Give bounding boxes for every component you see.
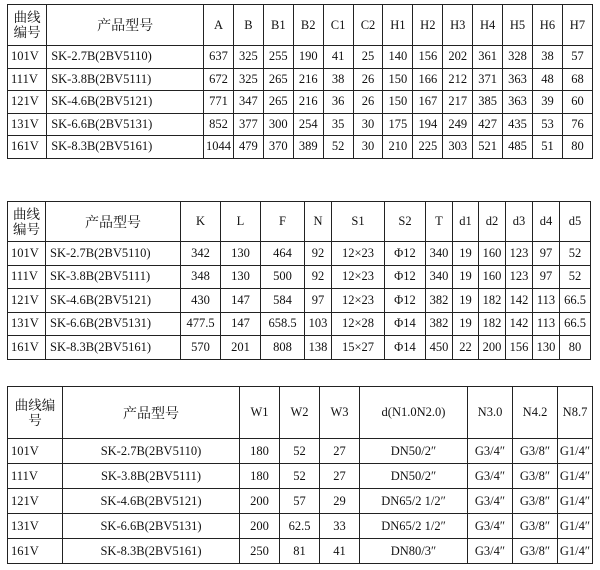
cell: G3/8″ <box>513 539 558 564</box>
table-row <box>8 136 593 159</box>
header-col: C2 <box>353 5 383 46</box>
cell: 97 <box>533 265 560 289</box>
header-curve-code: 曲线编号 <box>8 202 46 242</box>
cell: 430 <box>181 289 221 313</box>
cell: 150 <box>383 68 413 91</box>
cell: 637 <box>204 46 234 69</box>
header-col: H7 <box>562 5 592 46</box>
dimension-table-1 <box>7 4 593 159</box>
cell: G3/8″ <box>513 464 558 489</box>
cell: 30 <box>353 113 383 136</box>
cell: 254 <box>293 113 323 136</box>
cell: G1/4″ <box>558 539 593 564</box>
cell: 53 <box>532 113 562 136</box>
cell: 348 <box>181 265 221 289</box>
cell: 52 <box>560 265 591 289</box>
cell: 771 <box>204 91 234 114</box>
header-col: d5 <box>560 202 591 242</box>
cell: 68 <box>562 68 592 91</box>
cell: 160 <box>479 242 506 266</box>
cell: 25 <box>353 46 383 69</box>
cell: 479 <box>233 136 263 159</box>
header-col: C1 <box>323 5 353 46</box>
table-header-row <box>8 202 591 242</box>
cell: 39 <box>532 91 562 114</box>
cell: 200 <box>240 514 280 539</box>
header-col: W3 <box>320 387 360 439</box>
cell: 658.5 <box>261 312 305 336</box>
cell: 12×28 <box>332 312 385 336</box>
product-model: SK-4.6B(2BV5121) <box>46 289 181 313</box>
cell: 29 <box>320 489 360 514</box>
header-col: H1 <box>383 5 413 46</box>
header-col: A <box>204 5 234 46</box>
cell: 427 <box>473 113 503 136</box>
product-model: SK-4.6B(2BV5121) <box>63 489 240 514</box>
header-col: H3 <box>443 5 473 46</box>
cell: 138 <box>305 336 332 360</box>
cell: 450 <box>426 336 453 360</box>
cell: 435 <box>503 113 533 136</box>
cell: G1/4″ <box>558 489 593 514</box>
cell: 340 <box>426 265 453 289</box>
header-col: d3 <box>506 202 533 242</box>
cell: Φ12 <box>385 242 426 266</box>
cell: 200 <box>479 336 506 360</box>
cell: 300 <box>263 113 293 136</box>
table-row <box>8 242 591 266</box>
product-model: SK-6.6B(2BV5131) <box>47 113 204 136</box>
header-col: S2 <box>385 202 426 242</box>
header-col: W2 <box>280 387 320 439</box>
product-model: SK-4.6B(2BV5121) <box>47 91 204 114</box>
cell: 194 <box>413 113 443 136</box>
table-row <box>8 336 591 360</box>
cell: 477.5 <box>181 312 221 336</box>
cell: 156 <box>413 46 443 69</box>
cell: 130 <box>221 242 261 266</box>
header-curve-code: 曲线编号 <box>8 387 63 439</box>
dimension-table-3 <box>7 386 593 564</box>
header-col: T <box>426 202 453 242</box>
cell: 142 <box>506 289 533 313</box>
cell: 485 <box>503 136 533 159</box>
cell: 167 <box>413 91 443 114</box>
cell: 15×27 <box>332 336 385 360</box>
cell: 36 <box>323 91 353 114</box>
cell: 140 <box>383 46 413 69</box>
curve-code: 101V <box>8 46 47 69</box>
table-row <box>8 514 593 539</box>
product-model: SK-3.8B(2BV5111) <box>46 265 181 289</box>
curve-code: 111V <box>8 265 46 289</box>
cell: 347 <box>233 91 263 114</box>
cell: 92 <box>305 242 332 266</box>
cell: G3/4″ <box>468 539 513 564</box>
cell: 147 <box>221 312 261 336</box>
cell: 41 <box>323 46 353 69</box>
cell: 182 <box>479 312 506 336</box>
cell: 808 <box>261 336 305 360</box>
cell: 500 <box>261 265 305 289</box>
product-model: SK-6.6B(2BV5131) <box>46 312 181 336</box>
header-col: d(N1.0N2.0) <box>360 387 468 439</box>
cell: 255 <box>263 46 293 69</box>
cell: G3/4″ <box>468 489 513 514</box>
cell: 210 <box>383 136 413 159</box>
curve-code: 111V <box>8 464 63 489</box>
cell: 156 <box>506 336 533 360</box>
product-model: SK-8.3B(2BV5161) <box>46 336 181 360</box>
curve-code: 131V <box>8 113 47 136</box>
cell: 371 <box>473 68 503 91</box>
cell: 175 <box>383 113 413 136</box>
cell: G1/4″ <box>558 439 593 464</box>
cell: 130 <box>533 336 560 360</box>
cell: 1044 <box>204 136 234 159</box>
curve-code: 101V <box>8 439 63 464</box>
cell: 166 <box>413 68 443 91</box>
cell: 27 <box>320 439 360 464</box>
cell: 48 <box>532 68 562 91</box>
cell: 12×23 <box>332 265 385 289</box>
cell: 22 <box>453 336 479 360</box>
cell: 52 <box>280 439 320 464</box>
dimension-table-2 <box>7 201 591 360</box>
header-col: L <box>221 202 261 242</box>
cell: 325 <box>233 46 263 69</box>
header-product-model: 产品型号 <box>63 387 240 439</box>
cell: DN50/2″ <box>360 439 468 464</box>
cell: 97 <box>533 242 560 266</box>
cell: 62.5 <box>280 514 320 539</box>
cell: 27 <box>320 464 360 489</box>
cell: 382 <box>426 289 453 313</box>
table-row <box>8 46 593 69</box>
table-row <box>8 91 593 114</box>
header-col: H6 <box>532 5 562 46</box>
header-col: B2 <box>293 5 323 46</box>
header-col: K <box>181 202 221 242</box>
table-row <box>8 265 591 289</box>
cell: 35 <box>323 113 353 136</box>
curve-code: 161V <box>8 539 63 564</box>
header-curve-code: 曲线编号 <box>8 5 47 46</box>
cell: Φ14 <box>385 312 426 336</box>
cell: 852 <box>204 113 234 136</box>
cell: 363 <box>503 91 533 114</box>
cell: 113 <box>533 312 560 336</box>
cell: 217 <box>443 91 473 114</box>
header-product-model: 产品型号 <box>47 5 204 46</box>
cell: 340 <box>426 242 453 266</box>
cell: 26 <box>353 68 383 91</box>
cell: 521 <box>473 136 503 159</box>
header-col: W1 <box>240 387 280 439</box>
cell: 212 <box>443 68 473 91</box>
header-col: N <box>305 202 332 242</box>
header-col: S1 <box>332 202 385 242</box>
table-row <box>8 68 593 91</box>
cell: 150 <box>383 91 413 114</box>
table-header-row <box>8 5 593 46</box>
cell: 52 <box>560 242 591 266</box>
header-col: B1 <box>263 5 293 46</box>
cell: 389 <box>293 136 323 159</box>
cell: Φ12 <box>385 289 426 313</box>
cell: 57 <box>562 46 592 69</box>
cell: 66.5 <box>560 289 591 313</box>
header-col: N4.2 <box>513 387 558 439</box>
curve-code: 121V <box>8 289 46 313</box>
cell: 38 <box>532 46 562 69</box>
cell: 80 <box>560 336 591 360</box>
cell: 76 <box>562 113 592 136</box>
cell: 225 <box>413 136 443 159</box>
cell: 103 <box>305 312 332 336</box>
cell: 303 <box>443 136 473 159</box>
cell: 182 <box>479 289 506 313</box>
cell: 363 <box>503 68 533 91</box>
cell: 33 <box>320 514 360 539</box>
header-col: N3.0 <box>468 387 513 439</box>
curve-code: 101V <box>8 242 46 266</box>
table-row <box>8 289 591 313</box>
product-model: SK-3.8B(2BV5111) <box>63 464 240 489</box>
cell: 147 <box>221 289 261 313</box>
cell: 377 <box>233 113 263 136</box>
cell: 361 <box>473 46 503 69</box>
header-product-model: 产品型号 <box>46 202 181 242</box>
table-row <box>8 464 593 489</box>
curve-code: 111V <box>8 68 47 91</box>
cell: G3/4″ <box>468 439 513 464</box>
header-col: H5 <box>503 5 533 46</box>
cell: 19 <box>453 312 479 336</box>
cell: 160 <box>479 265 506 289</box>
cell: 80 <box>562 136 592 159</box>
cell: DN80/3″ <box>360 539 468 564</box>
cell: 52 <box>280 464 320 489</box>
product-model: SK-8.3B(2BV5161) <box>63 539 240 564</box>
cell: 123 <box>506 242 533 266</box>
cell: 265 <box>263 68 293 91</box>
cell: 201 <box>221 336 261 360</box>
cell: 19 <box>453 289 479 313</box>
header-col: F <box>261 202 305 242</box>
cell: 180 <box>240 439 280 464</box>
cell: 97 <box>305 289 332 313</box>
cell: DN65/2 1/2″ <box>360 489 468 514</box>
cell: G1/4″ <box>558 514 593 539</box>
cell: 385 <box>473 91 503 114</box>
cell: 265 <box>263 91 293 114</box>
cell: 328 <box>503 46 533 69</box>
cell: G3/8″ <box>513 514 558 539</box>
cell: 92 <box>305 265 332 289</box>
cell: 51 <box>532 136 562 159</box>
cell: 464 <box>261 242 305 266</box>
cell: 113 <box>533 289 560 313</box>
cell: 41 <box>320 539 360 564</box>
cell: 19 <box>453 242 479 266</box>
product-model: SK-8.3B(2BV5161) <box>47 136 204 159</box>
product-model: SK-6.6B(2BV5131) <box>63 514 240 539</box>
cell: G3/8″ <box>513 439 558 464</box>
table-row <box>8 113 593 136</box>
cell: 81 <box>280 539 320 564</box>
cell: 12×23 <box>332 242 385 266</box>
cell: 52 <box>323 136 353 159</box>
cell: Φ12 <box>385 265 426 289</box>
cell: 38 <box>323 68 353 91</box>
cell: 57 <box>280 489 320 514</box>
curve-code: 161V <box>8 336 46 360</box>
table-header-row <box>8 387 593 439</box>
cell: 142 <box>506 312 533 336</box>
cell: 66.5 <box>560 312 591 336</box>
header-col: B <box>233 5 263 46</box>
cell: 370 <box>263 136 293 159</box>
cell: 130 <box>221 265 261 289</box>
cell: 190 <box>293 46 323 69</box>
cell: G3/8″ <box>513 489 558 514</box>
product-model: SK-2.7B(2BV5110) <box>63 439 240 464</box>
curve-code: 121V <box>8 489 63 514</box>
table-row <box>8 312 591 336</box>
cell: DN65/2 1/2″ <box>360 514 468 539</box>
table-row <box>8 489 593 514</box>
curve-code: 131V <box>8 312 46 336</box>
curve-code: 131V <box>8 514 63 539</box>
cell: 202 <box>443 46 473 69</box>
cell: G3/4″ <box>468 514 513 539</box>
cell: Φ14 <box>385 336 426 360</box>
cell: 249 <box>443 113 473 136</box>
cell: 30 <box>353 136 383 159</box>
cell: 12×23 <box>332 289 385 313</box>
table-row <box>8 539 593 564</box>
header-col: H4 <box>473 5 503 46</box>
cell: G1/4″ <box>558 464 593 489</box>
product-model: SK-3.8B(2BV5111) <box>47 68 204 91</box>
cell: DN50/2″ <box>360 464 468 489</box>
cell: 325 <box>233 68 263 91</box>
cell: 570 <box>181 336 221 360</box>
cell: 672 <box>204 68 234 91</box>
cell: 342 <box>181 242 221 266</box>
cell: 584 <box>261 289 305 313</box>
cell: 200 <box>240 489 280 514</box>
table-row <box>8 439 593 464</box>
header-col: H2 <box>413 5 443 46</box>
cell: 26 <box>353 91 383 114</box>
cell: 19 <box>453 265 479 289</box>
cell: 382 <box>426 312 453 336</box>
cell: 60 <box>562 91 592 114</box>
header-col: d2 <box>479 202 506 242</box>
header-col: d4 <box>533 202 560 242</box>
cell: 123 <box>506 265 533 289</box>
cell: 180 <box>240 464 280 489</box>
cell: G3/4″ <box>468 464 513 489</box>
header-col: d1 <box>453 202 479 242</box>
cell: 250 <box>240 539 280 564</box>
product-model: SK-2.7B(2BV5110) <box>46 242 181 266</box>
cell: 216 <box>293 91 323 114</box>
curve-code: 161V <box>8 136 47 159</box>
header-col: N8.7 <box>558 387 593 439</box>
cell: 216 <box>293 68 323 91</box>
product-model: SK-2.7B(2BV5110) <box>47 46 204 69</box>
curve-code: 121V <box>8 91 47 114</box>
